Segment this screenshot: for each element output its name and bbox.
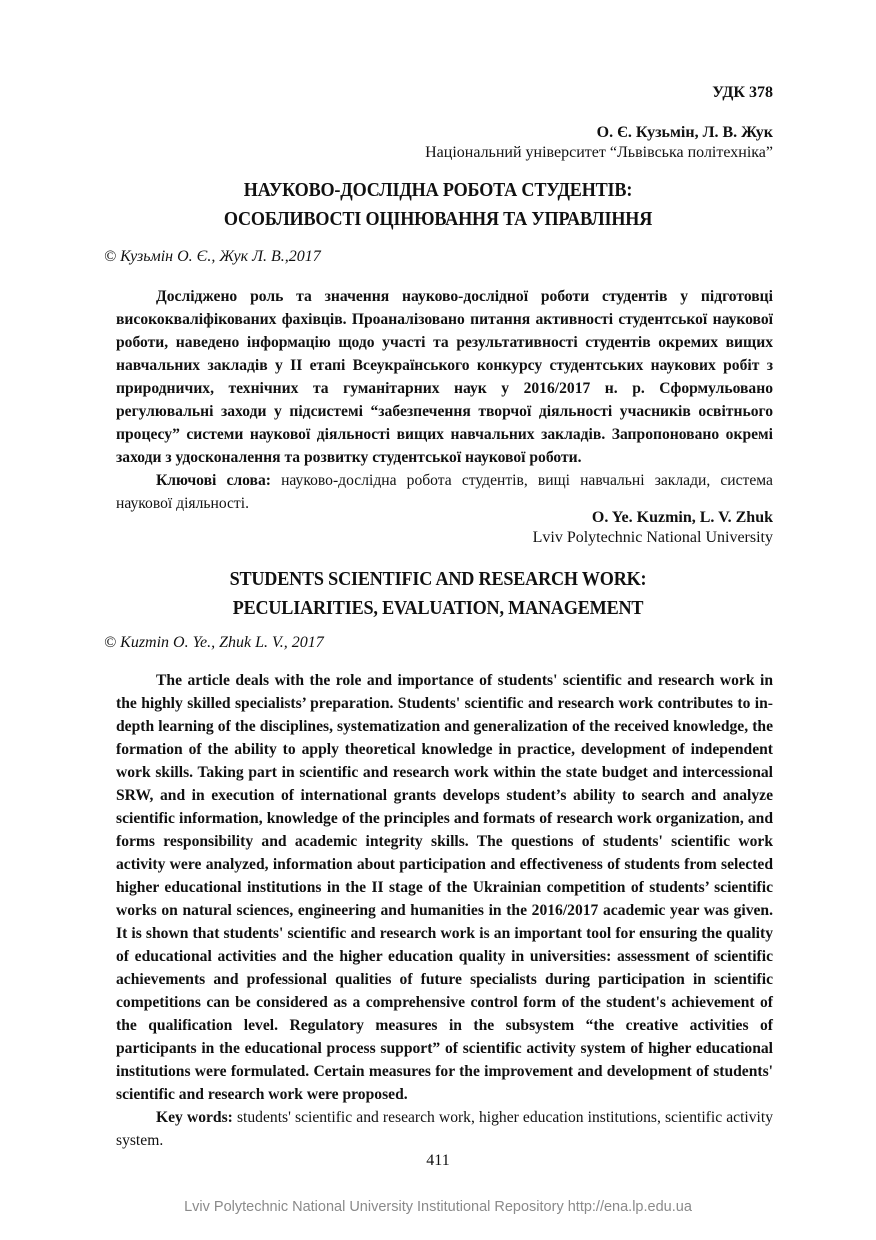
title-ua bbox=[31, 176, 846, 234]
keywords-en-text: students' scientific and research work, higher education institutions, scientific activity system. bbox=[116, 1109, 773, 1149]
title-en-line1: STUDENTS SCIENTIFIC AND RESEARCH WORK: bbox=[229, 569, 647, 590]
affiliation-ua: Національний університет “Львівська політехніка” bbox=[425, 144, 773, 161]
title-en-line2: PECULIARITIES, EVALUATION, MANAGEMENT bbox=[232, 598, 644, 619]
abstract-en bbox=[116, 669, 773, 1152]
keywords-en-label: Key words: bbox=[156, 1109, 233, 1126]
abstract-ua-text: Досліджено роль та значення науково-дослідної роботи студентів у підготовці висококваліфікованих фахівців. Проаналізовано питання активності студентської наукової роботи, наведено інформацію щодо участі та результативності студентів окремих вищих навчальних закладів у ІІ етапі Всеукраїнського конкурсу студентських наукових робіт з природничих, технічних та гуманітарних наук у 2016/2017 н. р. Сформульовано регулювальні заходи у підсистемі “забезпечення творчої діяльності учасників освітнього процесу” системи наукової діяльності вищих навчальних закладів. Запропоновано окремі заходи з удосконалення та розвитку студентської наукової роботи. bbox=[116, 288, 773, 466]
copyright-en: © Kuzmin O. Ye., Zhuk L. V., 2017 bbox=[104, 634, 324, 651]
abstract-ua bbox=[116, 285, 773, 515]
title-en bbox=[31, 565, 846, 623]
authors-ua: О. Є. Кузьмін, Л. В. Жук bbox=[596, 124, 773, 141]
affiliation-en: Lviv Polytechnic National University bbox=[532, 529, 773, 546]
keywords-ua-text: науково-дослідна робота студентів, вищі навчальні заклади, система наукової діяльності. bbox=[116, 472, 773, 512]
keywords-ua-label: Ключові слова: bbox=[156, 472, 271, 489]
authors-en: O. Ye. Kuzmin, L. V. Zhuk bbox=[591, 509, 773, 526]
abstract-en-text: The article deals with the role and importance of students' scientific and research work in the highly skilled specialists’ preparation. Students' scientific and research work contributes to in-depth learning of the disciplines, systematization and generalization of the received knowledge, the formation of the ability to apply theoretical knowledge in practice, development of independent work skills. Taking part in scientific and research work within the state budget and intercessional SRW, and in execution of international grants develops student’s ability to search and analyze scientific information, knowledge of the principles and formats of research work organization, and forms responsibility and academic integrity skills. The questions of students' scientific work activity were analyzed, information about participation and effectiveness of students from selected higher educational institutions in the II stage of the Ukrainian competition of students’ scientific works on natural sciences, engineering and humanities in the 2016/2017 academic year was given. It is shown that students' scientific and research work is an important tool for ensuring the quality of educational activities and the higher education quality in universities: assessment of scientific achievements and professional qualities of future specialists during participation in scientific competitions can be considered as a comprehensive control form of the student's achievement of the qualification level. Regulatory measures in the subsystem “the creative activities of participants in the educational process support” of scientific activity system of higher educational institutions were formulated. Certain measures for the improvement and development of students' scientific and research work were proposed. bbox=[116, 672, 773, 1103]
keywords-en bbox=[116, 1106, 773, 1152]
page-number: 411 bbox=[426, 1152, 450, 1169]
title-ua-line1: НАУКОВО-ДОСЛІДНА РОБОТА СТУДЕНТІВ: bbox=[243, 180, 633, 201]
copyright-ua: © Кузьмін О. Є., Жук Л. В.,2017 bbox=[104, 248, 321, 265]
repository-footer: Lviv Polytechnic National University Institutional Repository http://ena.lp.edu.ua bbox=[184, 1199, 692, 1215]
udk-code: УДК 378 bbox=[712, 84, 773, 101]
title-ua-line2: ОСОБЛИВОСТІ ОЦІНЮВАННЯ ТА УПРАВЛІННЯ bbox=[223, 209, 653, 230]
